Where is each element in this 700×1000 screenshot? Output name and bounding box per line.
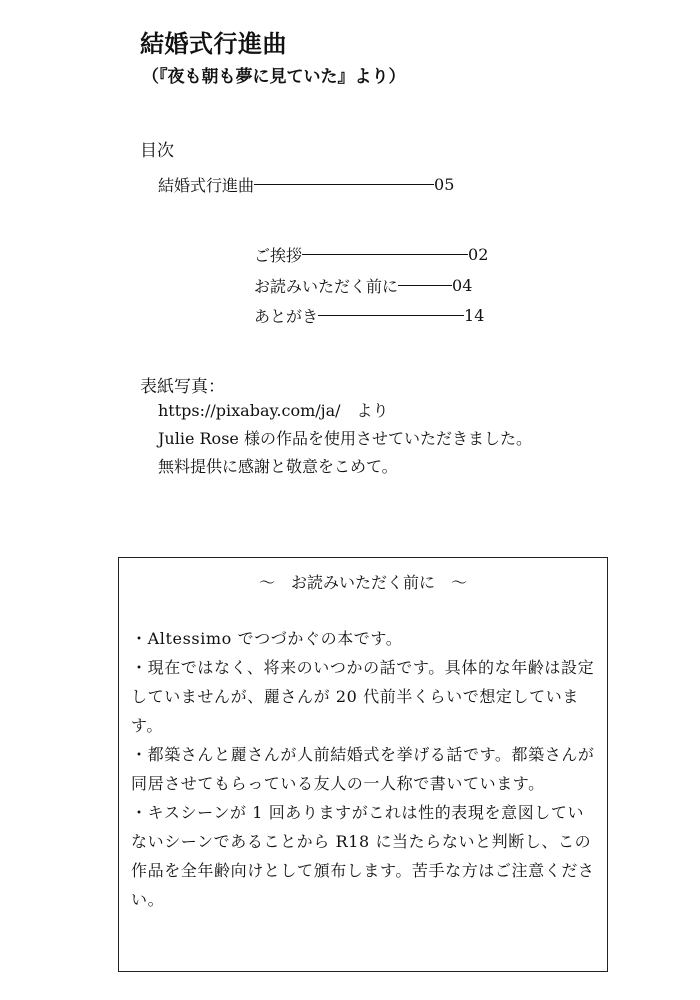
toc-entry-label: 結婚式行進曲 bbox=[158, 175, 255, 195]
notice-box bbox=[118, 557, 608, 972]
cover-credit-artist: Julie Rose 様の作品を使用させていただきました。 bbox=[158, 429, 532, 448]
document-title: 結婚式行進曲 bbox=[140, 29, 287, 58]
toc-entry-main bbox=[158, 172, 454, 196]
toc-entry-page: 02 bbox=[468, 244, 489, 264]
toc-entry-label: あとがき bbox=[254, 306, 319, 326]
toc-leader-line bbox=[302, 254, 468, 255]
toc-heading: 目次 bbox=[140, 141, 174, 161]
cover-credit-thanks: 無料提供に感謝と敬意をこめて。 bbox=[158, 457, 398, 476]
toc-entry-label: ご挨拶 bbox=[254, 245, 303, 265]
toc-leader-line bbox=[318, 315, 464, 316]
document-subtitle: （『夜も朝も夢に見ていた』より） bbox=[142, 67, 406, 87]
cover-credit-url: https://pixabay.com/ja/ より bbox=[158, 401, 389, 420]
notice-paragraph: ・Altessimo でつづかぐの本です。 bbox=[131, 629, 403, 648]
notice-heading: 〜 お読みいただく前に 〜 bbox=[258, 573, 467, 592]
notice-paragraph: ・都築さんと麗さんが人前結婚式を挙げる話です。都築さんが同居させてもらっている友人の一人称で書いています。 bbox=[131, 745, 595, 793]
toc-leader-line bbox=[398, 285, 452, 286]
toc-entry-page: 05 bbox=[434, 174, 455, 194]
toc-entry-page: 04 bbox=[452, 275, 473, 295]
toc-entry-page: 14 bbox=[464, 305, 485, 325]
toc-entry bbox=[254, 303, 484, 327]
toc-leader-line bbox=[254, 184, 434, 185]
cover-photo-heading: 表紙写真： bbox=[140, 377, 225, 397]
notice-paragraph: ・現在ではなく、将来のいつかの話です。具体的な年齢は設定していませんが、麗さんが 20 代前半くらいで想定しています。 bbox=[131, 658, 595, 735]
notice-paragraph: ・キスシーンが 1 回ありますがこれは性的表現を意図していないシーンであることから R18 に当たらないと判断し、この作品を全年齢向けとして頒布します。苦手な方はご注意ください。 bbox=[131, 803, 595, 909]
toc-entry bbox=[254, 273, 472, 297]
notice-body bbox=[131, 624, 597, 914]
toc-entry bbox=[254, 242, 488, 266]
toc-entry-label: お読みいただく前に bbox=[254, 276, 399, 296]
